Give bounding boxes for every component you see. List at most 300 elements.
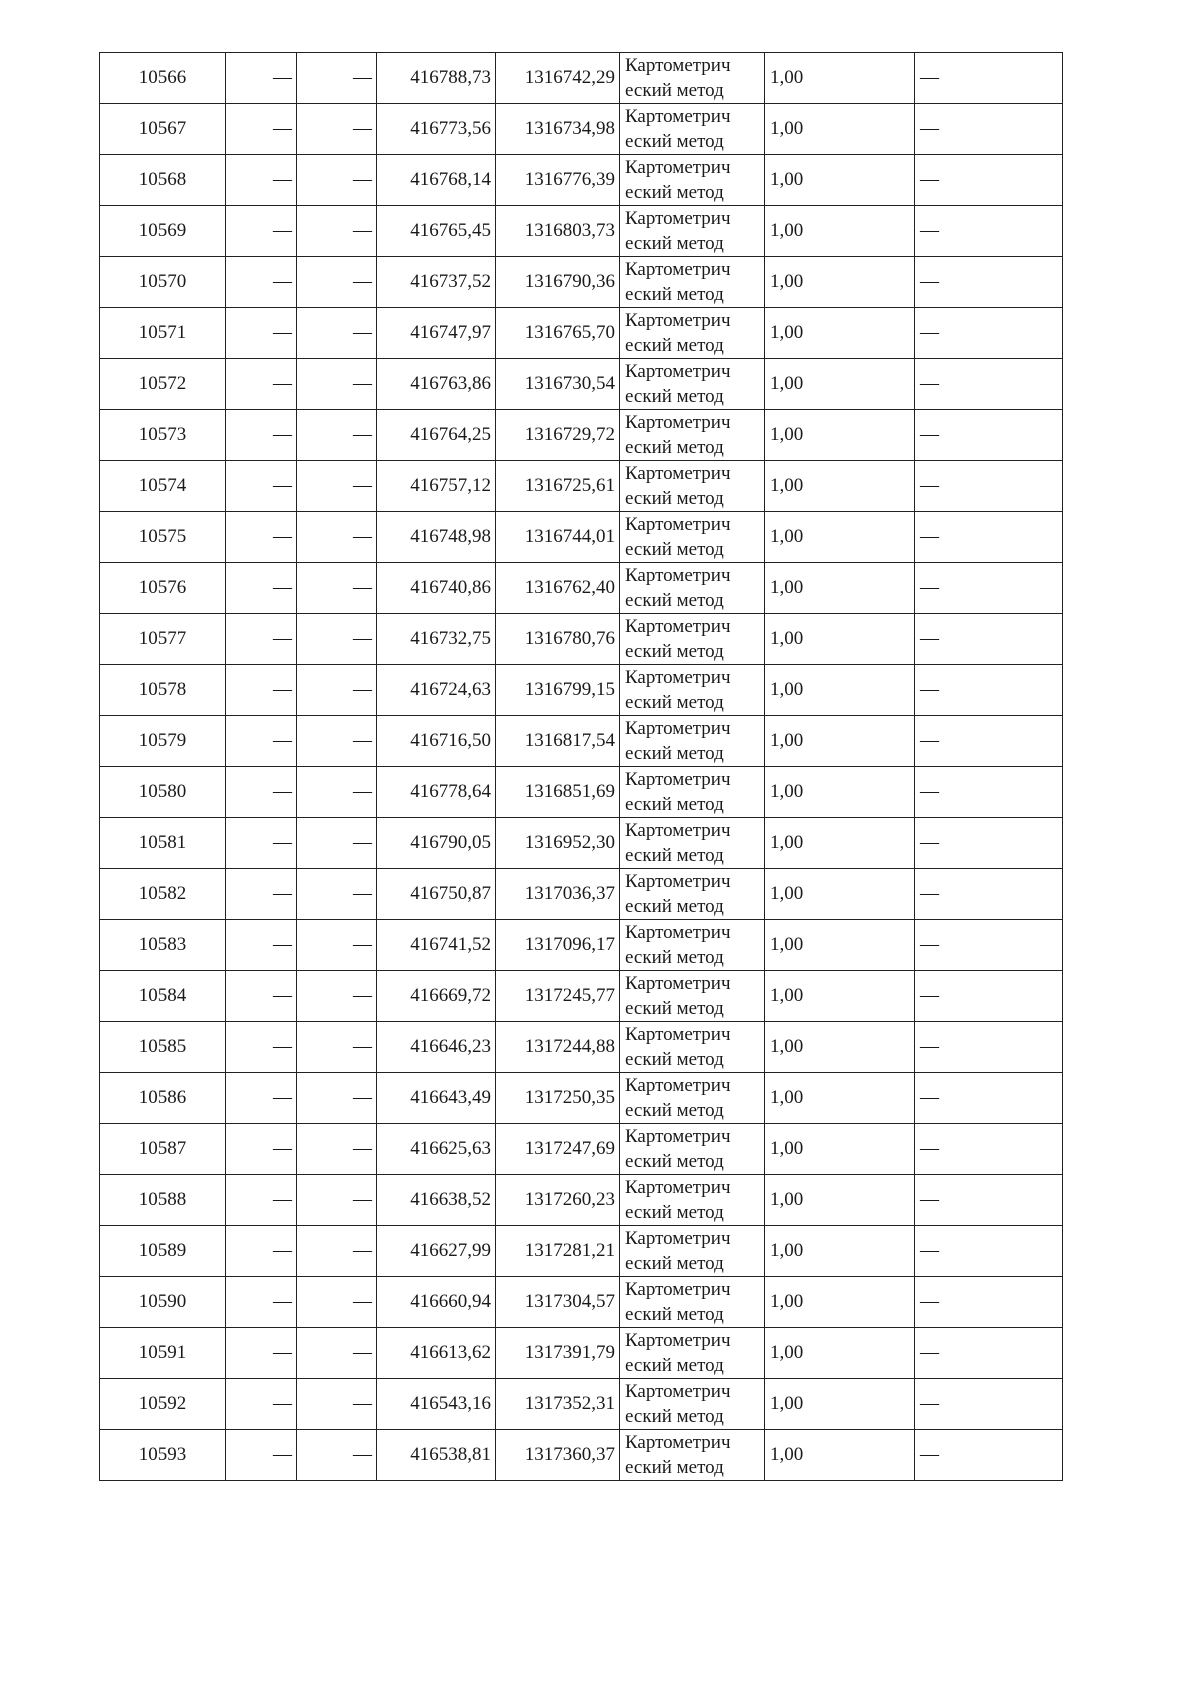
accuracy-cell: 1,00: [765, 563, 915, 614]
note-cell: —: [915, 1277, 1063, 1328]
dash-cell: —: [297, 410, 377, 461]
y-coordinate-cell: 1316734,98: [496, 104, 620, 155]
y-coordinate-cell: 1316776,39: [496, 155, 620, 206]
dash-cell: —: [297, 308, 377, 359]
accuracy-cell: 1,00: [765, 53, 915, 104]
method-line-2: еский метод: [625, 233, 724, 254]
note-cell: —: [915, 410, 1063, 461]
method-line-2: еский метод: [625, 1253, 724, 1274]
dash-cell: —: [297, 512, 377, 563]
method-line-1: Картометрич: [625, 55, 731, 76]
method-cell: [620, 206, 765, 257]
method-cell: [620, 155, 765, 206]
method-line-1: Картометрич: [625, 1279, 731, 1300]
method-cell: [620, 1277, 765, 1328]
method-line-2: еский метод: [625, 896, 724, 917]
x-coordinate-cell: 416538,81: [377, 1430, 496, 1481]
table-row: [100, 1277, 1063, 1328]
accuracy-cell: 1,00: [765, 206, 915, 257]
note-cell: —: [915, 104, 1063, 155]
table-row: [100, 665, 1063, 716]
y-coordinate-cell: 1317260,23: [496, 1175, 620, 1226]
accuracy-cell: 1,00: [765, 512, 915, 563]
point-number-cell: 10573: [100, 410, 226, 461]
method-line-1: Картометрич: [625, 208, 731, 229]
dash-cell: —: [297, 104, 377, 155]
method-line-1: Картометрич: [625, 1228, 731, 1249]
x-coordinate-cell: 416716,50: [377, 716, 496, 767]
method-cell: [620, 716, 765, 767]
dash-cell: —: [226, 155, 297, 206]
accuracy-cell: 1,00: [765, 1124, 915, 1175]
y-coordinate-cell: 1317250,35: [496, 1073, 620, 1124]
point-number-cell: 10592: [100, 1379, 226, 1430]
dash-cell: —: [226, 104, 297, 155]
point-number-cell: 10584: [100, 971, 226, 1022]
x-coordinate-cell: 416764,25: [377, 410, 496, 461]
method-cell: [620, 1328, 765, 1379]
dash-cell: —: [297, 767, 377, 818]
table-row: [100, 1022, 1063, 1073]
dash-cell: —: [297, 1073, 377, 1124]
method-line-1: Картометрич: [625, 616, 731, 637]
point-number-cell: 10566: [100, 53, 226, 104]
note-cell: —: [915, 920, 1063, 971]
accuracy-cell: 1,00: [765, 308, 915, 359]
note-cell: —: [915, 1022, 1063, 1073]
accuracy-cell: 1,00: [765, 1073, 915, 1124]
dash-cell: —: [297, 206, 377, 257]
table-row: [100, 1328, 1063, 1379]
dash-cell: —: [226, 461, 297, 512]
method-line-2: еский метод: [625, 386, 724, 407]
note-cell: —: [915, 53, 1063, 104]
dash-cell: —: [226, 308, 297, 359]
y-coordinate-cell: 1317281,21: [496, 1226, 620, 1277]
note-cell: —: [915, 716, 1063, 767]
method-cell: [620, 104, 765, 155]
accuracy-cell: 1,00: [765, 461, 915, 512]
dash-cell: —: [297, 716, 377, 767]
note-cell: —: [915, 359, 1063, 410]
dash-cell: —: [226, 1124, 297, 1175]
method-line-1: Картометрич: [625, 157, 731, 178]
dash-cell: —: [226, 869, 297, 920]
point-number-cell: 10587: [100, 1124, 226, 1175]
method-line-2: еский метод: [625, 1049, 724, 1070]
dash-cell: —: [226, 971, 297, 1022]
dash-cell: —: [226, 1022, 297, 1073]
dash-cell: —: [297, 359, 377, 410]
dash-cell: —: [226, 767, 297, 818]
dash-cell: —: [297, 563, 377, 614]
note-cell: —: [915, 563, 1063, 614]
accuracy-cell: 1,00: [765, 818, 915, 869]
note-cell: —: [915, 1226, 1063, 1277]
y-coordinate-cell: 1316799,15: [496, 665, 620, 716]
note-cell: —: [915, 155, 1063, 206]
x-coordinate-cell: 416625,63: [377, 1124, 496, 1175]
note-cell: —: [915, 614, 1063, 665]
method-cell: [620, 512, 765, 563]
y-coordinate-cell: 1316762,40: [496, 563, 620, 614]
y-coordinate-cell: 1317360,37: [496, 1430, 620, 1481]
x-coordinate-cell: 416732,75: [377, 614, 496, 665]
x-coordinate-cell: 416627,99: [377, 1226, 496, 1277]
method-line-1: Картометрич: [625, 1075, 731, 1096]
method-cell: [620, 920, 765, 971]
method-line-1: Картометрич: [625, 1381, 731, 1402]
method-line-1: Картометрич: [625, 1432, 731, 1453]
x-coordinate-cell: 416740,86: [377, 563, 496, 614]
dash-cell: —: [226, 1430, 297, 1481]
accuracy-cell: 1,00: [765, 1430, 915, 1481]
table-row: [100, 53, 1063, 104]
note-cell: —: [915, 971, 1063, 1022]
y-coordinate-cell: 1316790,36: [496, 257, 620, 308]
dash-cell: —: [226, 206, 297, 257]
note-cell: —: [915, 1175, 1063, 1226]
x-coordinate-cell: 416763,86: [377, 359, 496, 410]
table-body: [100, 53, 1063, 1481]
point-number-cell: 10576: [100, 563, 226, 614]
dash-cell: —: [226, 920, 297, 971]
method-line-2: еский метод: [625, 692, 724, 713]
table-row: [100, 257, 1063, 308]
y-coordinate-cell: 1317244,88: [496, 1022, 620, 1073]
method-line-2: еский метод: [625, 1202, 724, 1223]
dash-cell: —: [297, 257, 377, 308]
method-line-2: еский метод: [625, 845, 724, 866]
note-cell: —: [915, 1379, 1063, 1430]
method-line-2: еский метод: [625, 641, 724, 662]
dash-cell: —: [226, 1328, 297, 1379]
table-row: [100, 716, 1063, 767]
point-number-cell: 10580: [100, 767, 226, 818]
method-cell: [620, 563, 765, 614]
method-line-1: Картометрич: [625, 412, 731, 433]
dash-cell: —: [297, 1430, 377, 1481]
table-row: [100, 308, 1063, 359]
method-line-1: Картометрич: [625, 769, 731, 790]
y-coordinate-cell: 1316725,61: [496, 461, 620, 512]
table-row: [100, 614, 1063, 665]
note-cell: —: [915, 461, 1063, 512]
method-cell: [620, 1175, 765, 1226]
table-row: [100, 1175, 1063, 1226]
method-cell: [620, 461, 765, 512]
y-coordinate-cell: 1316817,54: [496, 716, 620, 767]
point-number-cell: 10581: [100, 818, 226, 869]
method-line-2: еский метод: [625, 743, 724, 764]
dash-cell: —: [226, 665, 297, 716]
point-number-cell: 10568: [100, 155, 226, 206]
x-coordinate-cell: 416757,12: [377, 461, 496, 512]
y-coordinate-cell: 1316744,01: [496, 512, 620, 563]
coordinates-table: [99, 52, 1063, 1481]
y-coordinate-cell: 1317391,79: [496, 1328, 620, 1379]
note-cell: —: [915, 1073, 1063, 1124]
method-line-1: Картометрич: [625, 922, 731, 943]
y-coordinate-cell: 1317096,17: [496, 920, 620, 971]
x-coordinate-cell: 416748,98: [377, 512, 496, 563]
method-line-1: Картометрич: [625, 514, 731, 535]
note-cell: —: [915, 308, 1063, 359]
table-row: [100, 563, 1063, 614]
x-coordinate-cell: 416737,52: [377, 257, 496, 308]
dash-cell: —: [226, 1277, 297, 1328]
method-line-1: Картометрич: [625, 973, 731, 994]
x-coordinate-cell: 416773,56: [377, 104, 496, 155]
method-line-2: еский метод: [625, 1457, 724, 1478]
accuracy-cell: 1,00: [765, 104, 915, 155]
x-coordinate-cell: 416646,23: [377, 1022, 496, 1073]
method-cell: [620, 1430, 765, 1481]
accuracy-cell: 1,00: [765, 1328, 915, 1379]
dash-cell: —: [297, 971, 377, 1022]
table-row: [100, 104, 1063, 155]
table-row: [100, 410, 1063, 461]
accuracy-cell: 1,00: [765, 1226, 915, 1277]
table-row: [100, 869, 1063, 920]
x-coordinate-cell: 416790,05: [377, 818, 496, 869]
x-coordinate-cell: 416638,52: [377, 1175, 496, 1226]
point-number-cell: 10591: [100, 1328, 226, 1379]
dash-cell: —: [297, 1328, 377, 1379]
accuracy-cell: 1,00: [765, 1022, 915, 1073]
y-coordinate-cell: 1316851,69: [496, 767, 620, 818]
point-number-cell: 10579: [100, 716, 226, 767]
y-coordinate-cell: 1316742,29: [496, 53, 620, 104]
method-line-2: еский метод: [625, 284, 724, 305]
dash-cell: —: [226, 563, 297, 614]
accuracy-cell: 1,00: [765, 920, 915, 971]
method-cell: [620, 1226, 765, 1277]
dash-cell: —: [297, 614, 377, 665]
dash-cell: —: [226, 1379, 297, 1430]
dash-cell: —: [297, 1277, 377, 1328]
table-row: [100, 359, 1063, 410]
method-cell: [620, 971, 765, 1022]
dash-cell: —: [226, 1073, 297, 1124]
x-coordinate-cell: 416543,16: [377, 1379, 496, 1430]
y-coordinate-cell: 1316729,72: [496, 410, 620, 461]
y-coordinate-cell: 1317304,57: [496, 1277, 620, 1328]
method-line-2: еский метод: [625, 1406, 724, 1427]
table-row: [100, 767, 1063, 818]
method-cell: [620, 869, 765, 920]
method-cell: [620, 665, 765, 716]
note-cell: —: [915, 206, 1063, 257]
method-cell: [620, 410, 765, 461]
y-coordinate-cell: 1316730,54: [496, 359, 620, 410]
point-number-cell: 10593: [100, 1430, 226, 1481]
x-coordinate-cell: 416643,49: [377, 1073, 496, 1124]
point-number-cell: 10570: [100, 257, 226, 308]
method-line-1: Картометрич: [625, 1330, 731, 1351]
table-row: [100, 512, 1063, 563]
y-coordinate-cell: 1317245,77: [496, 971, 620, 1022]
method-line-1: Картометрич: [625, 1024, 731, 1045]
note-cell: —: [915, 767, 1063, 818]
accuracy-cell: 1,00: [765, 971, 915, 1022]
table-row: [100, 1430, 1063, 1481]
method-cell: [620, 359, 765, 410]
method-cell: [620, 53, 765, 104]
method-line-2: еский метод: [625, 131, 724, 152]
table-row: [100, 1124, 1063, 1175]
accuracy-cell: 1,00: [765, 1175, 915, 1226]
dash-cell: —: [297, 818, 377, 869]
y-coordinate-cell: 1317036,37: [496, 869, 620, 920]
method-cell: [620, 1073, 765, 1124]
dash-cell: —: [297, 1124, 377, 1175]
method-line-1: Картометрич: [625, 871, 731, 892]
point-number-cell: 10586: [100, 1073, 226, 1124]
note-cell: —: [915, 869, 1063, 920]
method-cell: [620, 818, 765, 869]
x-coordinate-cell: 416768,14: [377, 155, 496, 206]
point-number-cell: 10572: [100, 359, 226, 410]
dash-cell: —: [297, 665, 377, 716]
note-cell: —: [915, 512, 1063, 563]
accuracy-cell: 1,00: [765, 359, 915, 410]
method-line-2: еский метод: [625, 794, 724, 815]
method-line-2: еский метод: [625, 182, 724, 203]
point-number-cell: 10590: [100, 1277, 226, 1328]
x-coordinate-cell: 416778,64: [377, 767, 496, 818]
dash-cell: —: [297, 1226, 377, 1277]
dash-cell: —: [297, 155, 377, 206]
method-line-1: Картометрич: [625, 1126, 731, 1147]
method-line-1: Картометрич: [625, 667, 731, 688]
x-coordinate-cell: 416660,94: [377, 1277, 496, 1328]
point-number-cell: 10585: [100, 1022, 226, 1073]
x-coordinate-cell: 416613,62: [377, 1328, 496, 1379]
dash-cell: —: [297, 869, 377, 920]
dash-cell: —: [226, 818, 297, 869]
table-row: [100, 1379, 1063, 1430]
point-number-cell: 10569: [100, 206, 226, 257]
dash-cell: —: [226, 1175, 297, 1226]
point-number-cell: 10575: [100, 512, 226, 563]
table-row: [100, 1226, 1063, 1277]
y-coordinate-cell: 1317247,69: [496, 1124, 620, 1175]
table-row: [100, 461, 1063, 512]
point-number-cell: 10567: [100, 104, 226, 155]
accuracy-cell: 1,00: [765, 665, 915, 716]
method-line-1: Картометрич: [625, 259, 731, 280]
x-coordinate-cell: 416788,73: [377, 53, 496, 104]
note-cell: —: [915, 1430, 1063, 1481]
method-line-1: Картометрич: [625, 106, 731, 127]
method-line-2: еский метод: [625, 947, 724, 968]
method-line-2: еский метод: [625, 1304, 724, 1325]
method-cell: [620, 767, 765, 818]
dash-cell: —: [226, 53, 297, 104]
point-number-cell: 10583: [100, 920, 226, 971]
point-number-cell: 10589: [100, 1226, 226, 1277]
dash-cell: —: [297, 461, 377, 512]
point-number-cell: 10574: [100, 461, 226, 512]
dash-cell: —: [226, 410, 297, 461]
method-cell: [620, 1022, 765, 1073]
dash-cell: —: [297, 1022, 377, 1073]
accuracy-cell: 1,00: [765, 410, 915, 461]
accuracy-cell: 1,00: [765, 1379, 915, 1430]
dash-cell: —: [226, 512, 297, 563]
y-coordinate-cell: 1316780,76: [496, 614, 620, 665]
method-cell: [620, 308, 765, 359]
method-line-2: еский метод: [625, 437, 724, 458]
dash-cell: —: [226, 257, 297, 308]
dash-cell: —: [226, 359, 297, 410]
method-line-2: еский метод: [625, 1100, 724, 1121]
method-line-2: еский метод: [625, 488, 724, 509]
method-line-2: еский метод: [625, 1151, 724, 1172]
x-coordinate-cell: 416747,97: [377, 308, 496, 359]
method-line-2: еский метод: [625, 335, 724, 356]
y-coordinate-cell: 1316765,70: [496, 308, 620, 359]
table-row: [100, 206, 1063, 257]
point-number-cell: 10571: [100, 308, 226, 359]
point-number-cell: 10578: [100, 665, 226, 716]
accuracy-cell: 1,00: [765, 155, 915, 206]
y-coordinate-cell: 1317352,31: [496, 1379, 620, 1430]
method-line-1: Картометрич: [625, 463, 731, 484]
y-coordinate-cell: 1316803,73: [496, 206, 620, 257]
method-line-1: Картометрич: [625, 1177, 731, 1198]
method-line-2: еский метод: [625, 80, 724, 101]
point-number-cell: 10588: [100, 1175, 226, 1226]
note-cell: —: [915, 818, 1063, 869]
x-coordinate-cell: 416741,52: [377, 920, 496, 971]
table-row: [100, 818, 1063, 869]
dash-cell: —: [297, 1175, 377, 1226]
x-coordinate-cell: 416750,87: [377, 869, 496, 920]
x-coordinate-cell: 416724,63: [377, 665, 496, 716]
x-coordinate-cell: 416765,45: [377, 206, 496, 257]
table-row: [100, 971, 1063, 1022]
accuracy-cell: 1,00: [765, 614, 915, 665]
note-cell: —: [915, 1328, 1063, 1379]
table-row: [100, 920, 1063, 971]
method-line-1: Картометрич: [625, 361, 731, 382]
method-cell: [620, 1124, 765, 1175]
point-number-cell: 10577: [100, 614, 226, 665]
method-cell: [620, 257, 765, 308]
dash-cell: —: [226, 716, 297, 767]
accuracy-cell: 1,00: [765, 869, 915, 920]
method-line-2: еский метод: [625, 539, 724, 560]
note-cell: —: [915, 665, 1063, 716]
dash-cell: —: [226, 614, 297, 665]
accuracy-cell: 1,00: [765, 767, 915, 818]
method-line-2: еский метод: [625, 590, 724, 611]
table-row: [100, 1073, 1063, 1124]
method-line-1: Картометрич: [625, 820, 731, 841]
x-coordinate-cell: 416669,72: [377, 971, 496, 1022]
note-cell: —: [915, 1124, 1063, 1175]
method-line-2: еский метод: [625, 1355, 724, 1376]
dash-cell: —: [297, 920, 377, 971]
accuracy-cell: 1,00: [765, 1277, 915, 1328]
point-number-cell: 10582: [100, 869, 226, 920]
y-coordinate-cell: 1316952,30: [496, 818, 620, 869]
method-line-1: Картометрич: [625, 565, 731, 586]
dash-cell: —: [297, 53, 377, 104]
method-cell: [620, 1379, 765, 1430]
